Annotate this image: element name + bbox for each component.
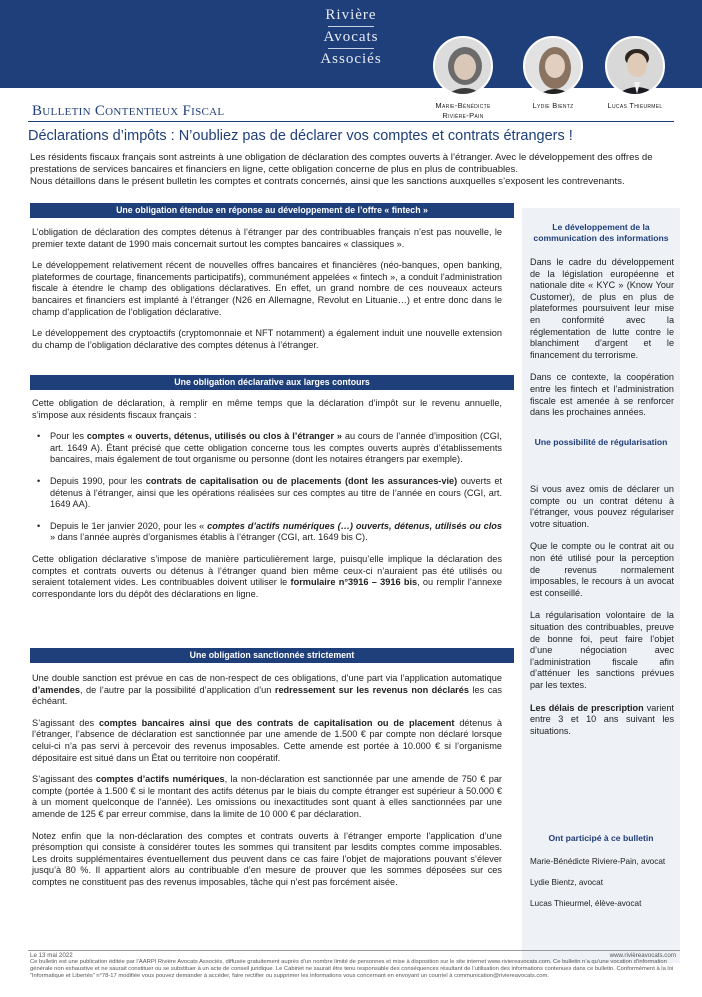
contributors-list: Marie-Bénédicte Riviere-Pain, avocat Lydie Bientz, avocat Lucas Thieurmel, élève-avocat xyxy=(530,857,666,908)
bulletin-title: Bulletin Contentieux Fiscal xyxy=(32,103,225,119)
obligation-list xyxy=(50,431,502,544)
section-body-contours: Cette obligation de déclaration, à remplir en même temps que la déclaration d’impôt sur le revenu annuelle, s’impose aux résidents fiscaux français : • Pour les comptes « ouverts, détenus, utilisés ou clos à l’étranger » au cours de l’année d’imposition (CGI, art. 1649 A). Étant précisé que cette obligation concerne tous les comptes ouverts auprès d’établissements bancaires, mais également de tout organisme ou personne (dont les notaires étrangers par exemple). • Depuis 1990, pour les contrats de capitalisation ou de placements (dont les assurances-vie) ouverts et détenus à l’étranger, ainsi que les opérations réalisées sur ces comptes au titre de l’année en cours (CGI, art. 1649 AA). • Depuis le 1er janvier 2020, pour les « comptes d’actifs numériques (…) ouverts, détenus, utilisés ou clos » dans l’année auprès d’organismes établis à l’étranger (CGI, art. 1649 bis C). Cette obligation déclarative s’impose de manière particulièrement large, puisqu’elle implique la déclaration des comptes et contrats ouverts ou détenus à l’étranger quand bien même ceux-ci n’auraient pas été utilisés ou seraient totalement vides. Les contribuables doivent utiliser le formulaire n°3916 – 3916 bis, ou remplir l’annexe correspondante lors du dépôt des déclarations en ligne. xyxy=(32,398,502,610)
footer-date: Le 13 mai 2022 xyxy=(30,952,73,959)
author-name: Marie-Bénédicte Rivière-Pain xyxy=(435,101,491,120)
sidebar-text: Si vous avez omis de déclarer un compte ou un contrat détenu à l’étranger, vous pouvez régulariser votre situation. Que le compte ou le contrat ait ou non été utilisé pour la perception de revenus normalement imposables, le recours à un avocat est conseillé. La régularisation volontaire de la situation des contribuables, preuve de bonne foi, peut faire l’objet d’une négociation avec l’administration fiscale afin d’atténuer les sanctions prévues par les textes. Les délais de prescription varient entre 3 et 10 ans suivant les situations. xyxy=(530,484,674,736)
list-item: • Depuis le 1er janvier 2020, pour les « comptes d’actifs numériques (…) ouverts, détenus, utilisés ou clos » dans l’année auprès d’organismes établis à l’étranger (CGI, art. 1649 bis C). xyxy=(50,521,502,544)
intro-text: Les résidents fiscaux français sont astreints à une obligation de déclaration des comptes ouverts à l’étranger. Avec le développement des offres de prestations de services bancaires et financiers en ligne, cette obligation concerne de plus en plus de contribuables. Nous détaillons dans le présent bulletin les comptes et contrats concernés, ainsi que les sanctions auxquelles s’exposent les contrevenants. xyxy=(30,152,653,187)
avatar-lucas-thieurmel xyxy=(605,36,665,96)
section-body-fintech: L’obligation de déclaration des comptes détenus à l’étranger par des contribuables français n’est pas nouvelle, le premier texte datant de 1990 mais concernait surtout les comptes bancaires « classiques ». Le développement relativement récent de nouvelles offres bancaires et financières (néo-banques, open banking, plateformes de courtage, financements participatifs), communément appelées « fintech », a conduit l’administration fiscale à étendre le champ des obligations déclaratives. En effet, un grand nombre de ces nouveaux acteurs bancaires et financiers est implanté à l’étranger (N26 en Allemagne, Revolut en Lituanie…) et entre donc dans le champ d’application de l’obligation déclarative. Le développement des cryptoactifs (cryptomonnaie et NFT notamment) a également induit une nouvelle extension du champ de l’obligation déclarative des comptes détenus à l’étranger. xyxy=(32,227,502,350)
author-name: Lucas Thieurmel xyxy=(607,101,663,110)
section-body-sanctions: Une double sanction est prévue en cas de non-respect de ces obligations, d’une part via l’application automatique d’amendes, de l’autre par la possibilité d’application d’un redressement sur les revenus non déclarés les cas échéant. S’agissant des comptes bancaires ainsi que des contrats de capitalisation ou de placement détenus à l’étranger, l’absence de déclaration est sanctionnée par une amende de 1.500 € par compte non déclaré lorsque celui-ci n’a pas servi à percevoir des revenus imposables. Cette amende est portée à 10.000 € si l’organisme dépositaire est situé dans un État ou territoire non coopératif. S’agissant des comptes d’actifs numériques, la non-déclaration est sanctionnée par une amende de 750 € par compte (portée à 1.500 € si le montant des actifs détenus par le biais du compte étranger est supérieur à 50.000 € à un moment quelconque de l’année). Les omissions ou inexactitudes sont quant à elles sanctionnées par une amende de 125 € par erreur commise, dans la limite de 10 000 € par déclaration. Notez enfin que la non-déclaration des comptes et contrats ouverts à l’étranger emporte l’application d’une présomption qui consiste à considérer toutes les sommes qui transitent par lesdits comptes comme imposables. Les droits supplémentaires éventuellement dus peuvent dans ce cas faire l’objet de majorations pouvant s’élever jusqu’à 80 %. Il appartient alors au contribuable d’en mesure de prouver que les sommes déposées sur ces comptes ne constituent pas des revenus imposables, tâche qui n’est pas forcément aisée. xyxy=(32,673,502,887)
sidebar-heading: Ont participé à ce bulletin xyxy=(548,833,654,843)
firm-logo: Rivière Avocats Associés xyxy=(320,7,382,67)
sidebar-heading: Une possibilité de régularisation xyxy=(534,437,668,447)
sidebar-heading: Le développement de la communication des informations xyxy=(533,222,669,243)
list-item: • Pour les comptes « ouverts, détenus, utilisés ou clos à l’étranger » au cours de l’année d’imposition (CGI, art. 1649 A). Étant précisé que cette obligation concerne tous les comptes ouverts auprès d’établissements bancaires, mais également de tout organisme ou personne (dont les notaires étrangers par exemple). xyxy=(50,431,502,466)
section-heading-contours: Une obligation déclarative aux larges contours xyxy=(30,375,514,390)
author-name: Lydie Bientz xyxy=(532,101,574,110)
footer-disclaimer: Ce bulletin est une publication éditée par l’AARPI Rivière Avocats Associés, diffusée gratuitement auprès d’un nombre limité de personnes et mise à disposition sur le site internet www.riviereavocats.com. Ce bulletin n’a qu’une vocation d’information générale non exhaustive et ne saurait constituer ou se substituer à un acte de conseil juridique. Le Cabinet ne saurait être tenu responsable des conséquences résultant de l’utilisation des informations contenues dans ce bulletin. Conformément à la loi “Informatique et Libertés” n°78-17 modifiée vous pouvez demander à accéder, faire rectifier ou supprimer les informations vous concernant en envoyant un courriel à communication@riviereavocats.com. xyxy=(30,959,674,980)
avatar-lydie-bientz xyxy=(523,36,583,96)
section-heading-fintech: Une obligation étendue en réponse au développement de l’offre « fintech » xyxy=(30,203,514,218)
section-heading-sanctions: Une obligation sanctionnée strictement xyxy=(30,648,514,663)
sidebar-text: Dans le cadre du développement de la législation européenne et nationale dite « KYC » (Know Your Customer), de plus en plus de plateformes poursuivent leur mise en conformité avec la réglementation de lutte contre le blanchiment d’argent et le financement du terrorisme. Dans ce contexte, la coopération entre les fintech et l’administration fiscale est amenée à se renforcer dans les prochaines années. xyxy=(530,257,674,418)
list-item: • Depuis 1990, pour les contrats de capitalisation ou de placements (dont les assurances-vie) ouverts et détenus à l’étranger, ainsi que les opérations réalisées sur ces comptes au titre de l’année en cours (CGI, art. 1649 AA). xyxy=(50,476,502,511)
footer-website-link[interactable]: www.rivièreavocats.com xyxy=(609,952,676,959)
title-divider xyxy=(28,121,674,122)
avatar-marie-benedicte xyxy=(433,36,493,96)
footer-divider xyxy=(28,950,680,951)
page-title: Déclarations d’impôts : N’oubliez pas de déclarer vos comptes et contrats étrangers ! xyxy=(28,128,573,144)
